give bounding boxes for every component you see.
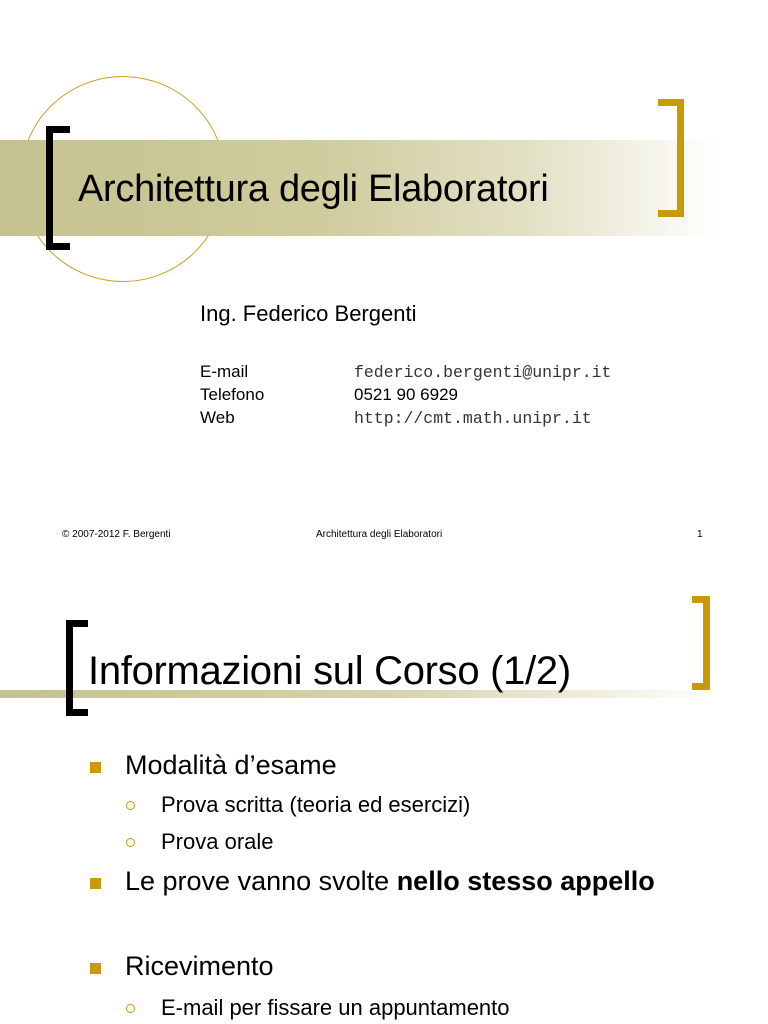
square-bullet-icon [90,963,101,974]
phone-value: 0521 90 6929 [354,385,458,404]
footer-course: Architettura degli Elaboratori [316,529,443,540]
author-name: Ing. Federico Bergenti [200,301,417,326]
email-value: federico.bergenti@unipr.it [354,363,612,382]
bullet-same-session [125,866,655,897]
bullet-exam-mode: Modalità d’esame [125,750,337,780]
email-label: E-mail [200,362,249,381]
sub-bullet-oral-test: Prova orale [161,829,274,854]
phone-label: Telefono [200,385,265,404]
slide-title: Architettura degli Elaboratori [78,168,549,210]
ring-bullet-icon [126,801,135,810]
course-info-slide [0,560,768,1024]
left-bracket-icon [66,620,88,716]
right-bracket-icon [692,596,710,690]
web-label: Web [200,408,235,427]
slide-title: Informazioni sul Corso (1/2) [88,649,571,693]
bullet-office-hours: Ricevimento [125,951,274,981]
bullet-same-session-emphasis: nello stesso appello [396,866,655,896]
footer-page-number: 1 [697,529,703,540]
bullet-same-session-text: Le prove vanno svolte [125,866,397,896]
sub-bullet-written-test: Prova scritta (teoria ed esercizi) [161,792,471,817]
square-bullet-icon [90,878,101,889]
ring-bullet-icon [126,1004,135,1013]
sub-bullet-email-appointment: E-mail per fissare un appuntamento [161,995,510,1020]
square-bullet-icon [90,762,101,773]
web-value: http://cmt.math.unipr.it [354,409,592,428]
left-bracket-icon [46,126,70,250]
footer-copyright: © 2007-2012 F. Bergenti [62,529,171,540]
right-bracket-icon [658,99,684,217]
ring-bullet-icon [126,838,135,847]
